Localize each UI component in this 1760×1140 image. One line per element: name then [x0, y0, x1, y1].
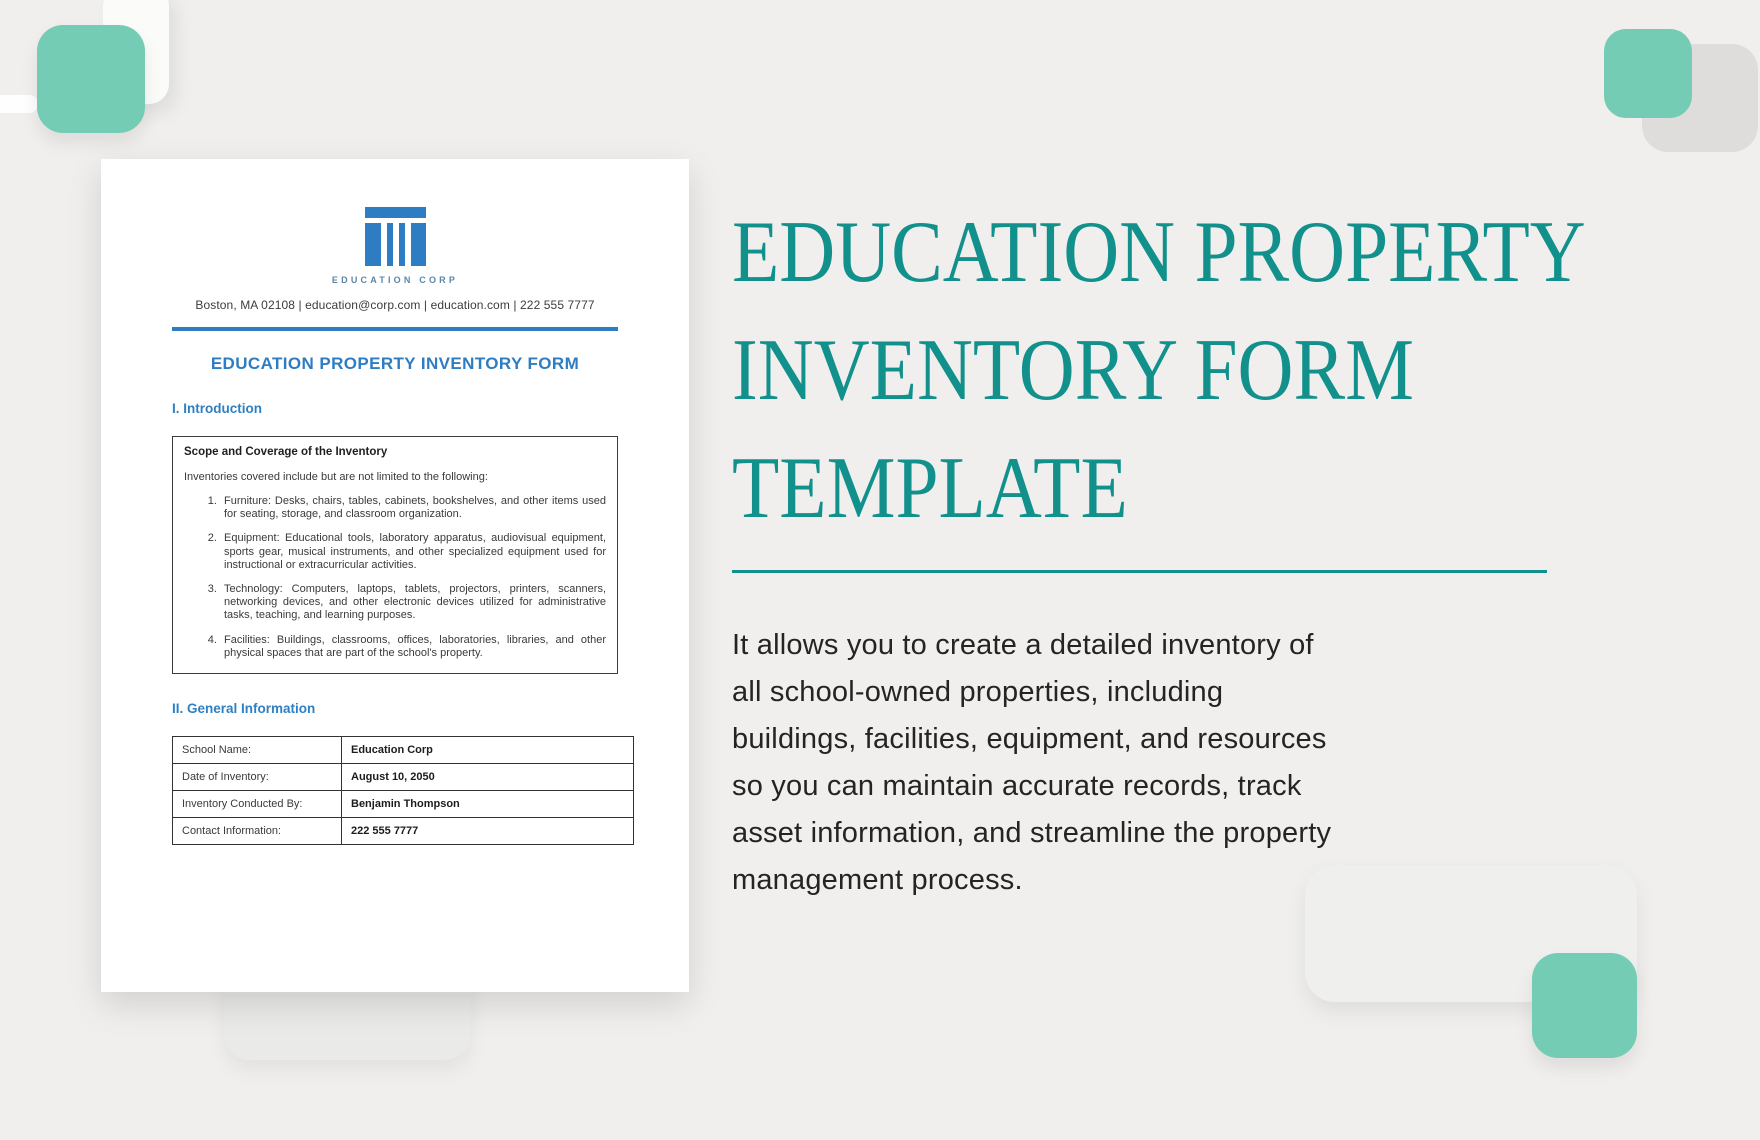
- scope-box-heading: Scope and Coverage of the Inventory: [184, 446, 388, 458]
- logo-pillar: [387, 223, 393, 266]
- logo-pillar: [365, 223, 381, 266]
- scope-item: 3. Technology: Computers, laptops, tablets, projectors, printers, scanners, networking devices, and other electronic devices utilized for administrative tasks, teaching, and learning purposes.: [220, 583, 606, 623]
- row-value: Benjamin Thompson: [342, 790, 634, 817]
- contact-line: Boston, MA 02108 | education@corp.com | education.com | 222 555 7777: [195, 298, 595, 312]
- section-heading-introduction: I. Introduction: [172, 401, 262, 416]
- row-label: Inventory Conducted By:: [173, 790, 342, 817]
- description-line: buildings, facilities, equipment, and resources: [732, 723, 1327, 755]
- general-information-table: [172, 736, 634, 845]
- description-line: management process.: [732, 864, 1023, 896]
- document-page-preview: [101, 159, 689, 992]
- title-underline: [732, 570, 1547, 573]
- teal-square-top-left: [37, 25, 145, 133]
- template-title: [732, 194, 1586, 548]
- form-title: EDUCATION PROPERTY INVENTORY FORM: [210, 354, 580, 373]
- logo-pillars: [365, 223, 426, 266]
- description-line: asset information, and streamline the property: [732, 817, 1332, 849]
- table-row: [173, 736, 634, 763]
- teal-square-bottom-right: [1532, 953, 1637, 1058]
- row-value: 222 555 7777: [342, 817, 634, 844]
- scope-item-list: [184, 495, 606, 660]
- company-name: EDUCATION CORP: [331, 275, 459, 285]
- template-title-line: EDUCATION PROPERTY: [732, 204, 1586, 301]
- row-label: Date of Inventory:: [173, 763, 342, 790]
- table-row: [173, 763, 634, 790]
- template-title-line: INVENTORY FORM: [732, 322, 1414, 419]
- education-corp-logo-icon: [365, 207, 426, 266]
- white-strip-left-edge: [0, 95, 38, 113]
- description-line: so you can maintain accurate records, track: [732, 770, 1302, 802]
- logo-pillar: [411, 223, 426, 266]
- row-value: Education Corp: [342, 736, 634, 763]
- logo-top-bar: [365, 207, 426, 218]
- header-divider: [172, 327, 618, 331]
- template-title-line: TEMPLATE: [732, 440, 1128, 537]
- row-label: School Name:: [173, 736, 342, 763]
- scope-box: [172, 436, 618, 674]
- table-row: [173, 817, 634, 844]
- description-line: It allows you to create a detailed inventory of: [732, 629, 1314, 661]
- row-value: August 10, 2050: [342, 763, 634, 790]
- row-label: Contact Information:: [173, 817, 342, 844]
- scope-item: 4. Facilities: Buildings, classrooms, offices, laboratories, libraries, and other physical spaces that are part of the school's property.: [220, 634, 606, 660]
- section-heading-general-information: II. General Information: [172, 700, 316, 716]
- template-description: [732, 622, 1492, 904]
- scope-item: 2. Equipment: Educational tools, laboratory apparatus, audiovisual equipment, sports gear, musical instruments, and other specialized equipment used for instructional or extracurricular activities.: [220, 532, 606, 572]
- logo-pillar: [399, 223, 405, 266]
- scope-box-intro: Inventories covered include but are not limited to the following:: [184, 471, 488, 483]
- description-line: all school-owned properties, including: [732, 676, 1224, 708]
- scope-item: 1. Furniture: Desks, chairs, tables, cabinets, bookshelves, and other items used for seating, storage, and classroom organization.: [220, 495, 606, 521]
- table-row: [173, 790, 634, 817]
- teal-square-top-right: [1604, 29, 1692, 118]
